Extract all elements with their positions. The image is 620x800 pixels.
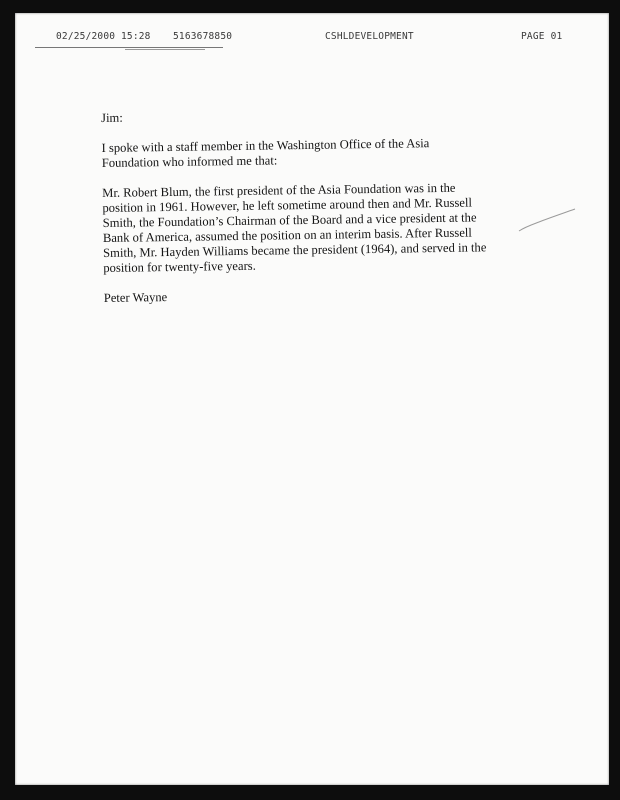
- paragraph-line: I spoke with a staff member in the Washington Office of the Asia: [101, 136, 430, 155]
- signature-name: Peter Wayne: [103, 290, 168, 305]
- fax-page-number: PAGE 01: [521, 31, 563, 42]
- paragraph-line: Smith, the Foundation’s Chairman of the Board and a vice president at the: [102, 210, 477, 230]
- paragraph-2: [102, 180, 533, 276]
- paragraph-line: Smith, Mr. Hayden Williams became the president (1964), and served in the: [103, 240, 487, 260]
- pen-check-mark: [517, 205, 577, 235]
- paragraph-line: Bank of America, assumed the position on an interim basis. After Russell: [102, 225, 472, 245]
- paragraph-1: [101, 135, 531, 171]
- document-page: [15, 13, 609, 785]
- paragraph-line: position for twenty-five years.: [103, 258, 256, 275]
- paragraph-line: Foundation who informed me that:: [101, 153, 278, 170]
- paragraph-line: position in 1961. However, he left sometime around then and Mr. Russell: [102, 195, 473, 215]
- fax-header: [15, 31, 609, 47]
- fax-time: 15:28: [121, 31, 151, 42]
- fax-sender: CSHLDEVELOPMENT: [325, 31, 414, 42]
- paragraph-line: Mr. Robert Blum, the first president of the Asia Foundation was in the: [102, 180, 456, 200]
- fax-header-rule-secondary: [125, 49, 205, 50]
- letter-body: [101, 105, 534, 306]
- salutation: Jim:: [101, 110, 123, 125]
- fax-phone: 5163678850: [173, 31, 233, 42]
- fax-header-rule: [35, 47, 223, 48]
- fax-date: 02/25/2000: [56, 31, 116, 42]
